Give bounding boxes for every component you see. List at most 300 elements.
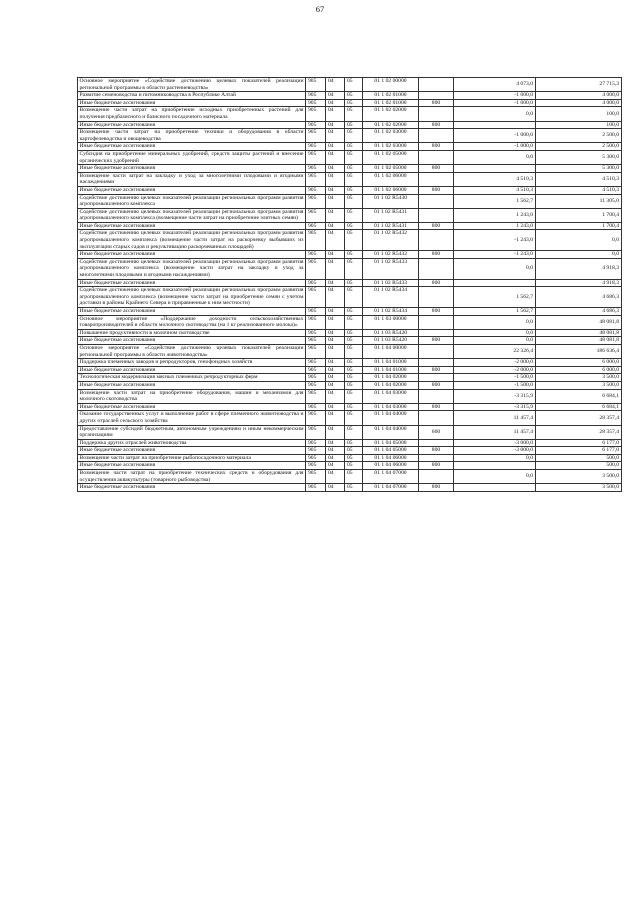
row-vr-code <box>419 329 454 337</box>
row-rz-code: 04 <box>326 329 345 337</box>
row-total-amount: 4 918,3 <box>536 258 622 279</box>
row-rz-code: 04 <box>326 389 345 403</box>
row-name: Развитие семеноводства и питомниководства в Республике Алтай <box>78 92 306 100</box>
row-change-amount: 1 562,7 <box>454 287 536 308</box>
row-name: Содействие достижению целевых показателей реализации региональных программ развития агропромышленного комплекса (возмещение части затрат на приобретение семян с учетом доставки в районы Крайнего Севера и приравненные к ним местности) <box>79 287 304 307</box>
table-row <box>78 403 622 411</box>
row-gr-code: 905 <box>306 470 326 484</box>
row-vr-code: 800 <box>419 308 454 316</box>
row-change-amount: 0,0 <box>454 258 536 279</box>
row-gr-code: 905 <box>306 287 326 308</box>
row-total-amount: 3 500,0 <box>536 470 622 484</box>
row-gr-code: 905 <box>306 425 326 439</box>
row-gr-code: 905 <box>306 279 326 287</box>
row-rz-code: 04 <box>326 186 345 194</box>
row-name: Содействие достижению целевых показателей реализации региональных программ развития агропромышленного комплекса (возмещение части затрат на приобретение элитных семян) <box>79 208 304 222</box>
row-rz-code: 04 <box>326 484 345 492</box>
row-vr-code <box>419 230 454 251</box>
row-csr-code: 01 1 02 R5434 <box>363 287 419 308</box>
row-total-amount: 1 700,4 <box>536 208 622 222</box>
row-change-amount: -1 000,0 <box>454 129 536 143</box>
row-pr-code: 05 <box>345 99 363 107</box>
row-total-amount: 4 000,0 <box>536 92 622 100</box>
table-row <box>78 230 622 251</box>
row-vr-code <box>419 258 454 279</box>
budget-table <box>77 77 622 492</box>
row-vr-code: 800 <box>419 337 454 345</box>
row-csr-code: 01 1 03 R5420 <box>363 329 419 337</box>
row-change-amount: 1 243,0 <box>454 222 536 230</box>
table-row <box>78 389 622 403</box>
row-pr-code: 05 <box>345 230 363 251</box>
row-total-amount: 4 686,3 <box>536 308 622 316</box>
row-change-amount: -1 000,0 <box>454 99 536 107</box>
row-name: Поддержка других отраслей животноводства <box>78 439 306 447</box>
row-total-amount: 0,0 <box>536 251 622 259</box>
row-total-amount: 4 918,3 <box>536 279 622 287</box>
row-change-amount: 0,0 <box>454 150 536 164</box>
row-csr-code: 01 1 02 R5431 <box>363 222 419 230</box>
row-vr-code <box>419 78 454 92</box>
row-gr-code: 905 <box>306 121 326 129</box>
row-gr-code: 905 <box>306 208 326 222</box>
row-gr-code: 905 <box>306 403 326 411</box>
row-vr-code <box>419 454 454 462</box>
row-total-amount: 500,0 <box>536 462 622 470</box>
row-name: Поддержка племенных заводов и репродукторов, генофондных хозяйств <box>78 359 306 367</box>
row-name: Основное мероприятие «Поддержание доходности сельскохозяйственных товаропроизводителей в области молочного скотоводства (на 1 кг реализованного молока)» <box>79 315 304 329</box>
row-change-amount: -3 000,0 <box>454 439 536 447</box>
row-rz-code: 04 <box>326 287 345 308</box>
row-rz-code: 04 <box>326 92 345 100</box>
row-name: Иные бюджетные ассигнования <box>78 447 306 455</box>
row-gr-code: 905 <box>306 484 326 492</box>
row-vr-code <box>419 287 454 308</box>
row-total-amount: 6 177,0 <box>536 447 622 455</box>
row-pr-code: 05 <box>345 251 363 259</box>
row-total-amount: 0,0 <box>536 230 622 251</box>
row-gr-code: 905 <box>306 92 326 100</box>
row-csr-code: 01 1 02 03000 <box>363 143 419 151</box>
table-row <box>78 411 622 425</box>
row-gr-code: 905 <box>306 222 326 230</box>
row-total-amount: 3 500,0 <box>536 381 622 389</box>
row-name: Иные бюджетные ассигнования <box>78 337 306 345</box>
row-name: Технологическая модернизация мясных племенных репродукторных ферм <box>78 374 306 382</box>
row-pr-code: 05 <box>345 470 363 484</box>
row-vr-code: 800 <box>419 403 454 411</box>
row-total-amount: 100,0 <box>536 107 622 121</box>
row-csr-code: 01 1 04 04000 <box>363 425 419 439</box>
table-row <box>78 359 622 367</box>
budget-table-container <box>77 77 621 492</box>
row-rz-code: 04 <box>326 470 345 484</box>
row-csr-code: 01 1 02 06000 <box>363 186 419 194</box>
row-gr-code: 905 <box>306 411 326 425</box>
row-change-amount <box>454 121 536 129</box>
table-row <box>78 329 622 337</box>
row-vr-code <box>419 172 454 186</box>
table-row <box>78 337 622 345</box>
table-row <box>78 287 622 308</box>
row-total-amount: 4 000,0 <box>536 99 622 107</box>
row-rz-code: 04 <box>326 403 345 411</box>
row-gr-code: 905 <box>306 186 326 194</box>
table-row <box>78 172 622 186</box>
row-change-amount: 22 326,4 <box>454 344 536 358</box>
row-csr-code: 01 1 02 00000 <box>363 78 419 92</box>
table-row <box>78 222 622 230</box>
row-pr-code: 05 <box>345 439 363 447</box>
row-rz-code: 04 <box>326 99 345 107</box>
row-total-amount: 100,0 <box>536 121 622 129</box>
table-row <box>78 165 622 173</box>
row-gr-code: 905 <box>306 150 326 164</box>
row-name: Возмещение части затрат на приобретение технических средств и оборудования для осуществления аквакультуры (товарного рыбоводства) <box>79 470 304 483</box>
table-row <box>78 315 622 329</box>
row-total-amount: 4 510,3 <box>536 172 622 186</box>
row-gr-code: 905 <box>306 251 326 259</box>
row-name: Иные бюджетные ассигнования <box>78 121 306 129</box>
row-gr-code: 905 <box>306 366 326 374</box>
row-rz-code: 04 <box>326 344 345 358</box>
row-pr-code: 05 <box>345 425 363 439</box>
row-csr-code: 01 1 02 03000 <box>363 129 419 143</box>
row-rz-code: 04 <box>326 150 345 164</box>
row-total-amount: 5 300,0 <box>536 165 622 173</box>
row-vr-code: 800 <box>419 366 454 374</box>
table-row <box>78 381 622 389</box>
row-rz-code: 04 <box>326 337 345 345</box>
row-total-amount: 3 500,0 <box>536 374 622 382</box>
row-csr-code: 01 1 04 02000 <box>363 381 419 389</box>
row-rz-code: 04 <box>326 121 345 129</box>
row-csr-code: 01 1 04 00000 <box>363 344 419 358</box>
row-name: Иные бюджетные ассигнования <box>78 484 306 492</box>
row-gr-code: 905 <box>306 337 326 345</box>
row-name: Иные бюджетные ассигнования <box>78 308 306 316</box>
row-total-amount: 28 357,4 <box>536 411 622 425</box>
row-pr-code: 05 <box>345 308 363 316</box>
row-gr-code: 905 <box>306 99 326 107</box>
row-total-amount: 6 684,1 <box>536 403 622 411</box>
table-row <box>78 121 622 129</box>
row-csr-code: 01 1 02 06000 <box>363 172 419 186</box>
row-csr-code: 01 1 02 R5432 <box>363 251 419 259</box>
row-vr-code: 800 <box>419 279 454 287</box>
table-row <box>78 425 622 439</box>
row-csr-code: 01 1 03 R5420 <box>363 337 419 345</box>
table-row <box>78 374 622 382</box>
row-total-amount: 48 081,8 <box>536 337 622 345</box>
row-gr-code: 905 <box>306 308 326 316</box>
row-pr-code: 05 <box>345 374 363 382</box>
table-row <box>78 107 622 121</box>
table-row <box>78 470 622 484</box>
row-total-amount: 28 357,4 <box>536 425 622 439</box>
row-name: Содействие достижению целевых показателей реализации региональных программ развития агропромышленного комплекса (возмещение части затрат на раскорчевку выбывших из эксплуатации старых садов и рекультивацию раскорчеванных площадей) <box>79 230 304 250</box>
row-total-amount: 1 700,4 <box>536 222 622 230</box>
page-number: 67 <box>315 4 325 14</box>
row-name: Иные бюджетные ассигнования <box>78 279 306 287</box>
row-vr-code <box>419 208 454 222</box>
row-name: Иные бюджетные ассигнования <box>78 143 306 151</box>
row-vr-code <box>419 470 454 484</box>
row-rz-code: 04 <box>326 454 345 462</box>
row-pr-code: 05 <box>345 121 363 129</box>
row-csr-code: 01 1 04 04000 <box>363 411 419 425</box>
row-vr-code: 800 <box>419 447 454 455</box>
row-csr-code: 01 1 04 03000 <box>363 389 419 403</box>
row-pr-code: 05 <box>345 222 363 230</box>
row-csr-code: 01 1 02 02000 <box>363 121 419 129</box>
row-pr-code: 05 <box>345 447 363 455</box>
row-pr-code: 05 <box>345 92 363 100</box>
row-rz-code: 04 <box>326 165 345 173</box>
row-vr-code <box>419 92 454 100</box>
row-rz-code: 04 <box>326 447 345 455</box>
row-csr-code: 01 1 04 05000 <box>363 447 419 455</box>
row-csr-code: 01 1 04 07000 <box>363 470 419 484</box>
row-vr-code <box>419 411 454 425</box>
row-change-amount: 1 243,0 <box>454 208 536 222</box>
row-total-amount: 6 177,0 <box>536 439 622 447</box>
row-csr-code: 01 1 02 R5430 <box>363 194 419 208</box>
row-rz-code: 04 <box>326 129 345 143</box>
row-vr-code: 800 <box>419 143 454 151</box>
row-vr-code <box>419 344 454 358</box>
row-total-amount: 3 500,0 <box>536 484 622 492</box>
row-vr-code <box>419 374 454 382</box>
budget-table-body <box>78 78 622 492</box>
row-csr-code: 01 1 02 01000 <box>363 92 419 100</box>
row-name: Основное мероприятие «Содействие достижению целевых показателей реализации региональной программы в области животноводства» <box>79 344 304 358</box>
row-total-amount: 5 300,0 <box>536 150 622 164</box>
row-pr-code: 05 <box>345 186 363 194</box>
row-change-amount: -3 315,9 <box>454 389 536 403</box>
row-vr-code <box>419 129 454 143</box>
row-change-amount: 4 073,0 <box>454 78 536 92</box>
row-gr-code: 905 <box>306 143 326 151</box>
table-row <box>78 208 622 222</box>
row-rz-code: 04 <box>326 381 345 389</box>
row-csr-code: 01 1 02 01000 <box>363 99 419 107</box>
row-pr-code: 05 <box>345 337 363 345</box>
row-gr-code: 905 <box>306 107 326 121</box>
row-pr-code: 05 <box>345 258 363 279</box>
row-vr-code <box>419 194 454 208</box>
row-total-amount: 4 510,3 <box>536 186 622 194</box>
row-change-amount: 4 510,3 <box>454 186 536 194</box>
row-rz-code: 04 <box>326 194 345 208</box>
row-rz-code: 04 <box>326 230 345 251</box>
row-vr-code: 800 <box>419 484 454 492</box>
row-rz-code: 04 <box>326 411 345 425</box>
row-total-amount: 6 000,0 <box>536 359 622 367</box>
row-rz-code: 04 <box>326 208 345 222</box>
row-pr-code: 05 <box>345 366 363 374</box>
row-name: Содействие достижению целевых показателей реализации региональных программ развития агропромышленного комплекса (возмещение части затрат на закладку и уход за многолетними плодовыми и ягодными насаждениями) <box>79 258 304 279</box>
row-name: Повышение продуктивности в молочном скотоводстве <box>78 329 306 337</box>
row-pr-code: 05 <box>345 462 363 470</box>
row-change-amount <box>454 462 536 470</box>
row-gr-code: 905 <box>306 344 326 358</box>
row-vr-code: 800 <box>419 462 454 470</box>
row-name: Иные бюджетные ассигнования <box>78 366 306 374</box>
row-csr-code: 01 1 02 R5431 <box>363 208 419 222</box>
row-pr-code: 05 <box>345 107 363 121</box>
table-row <box>78 462 622 470</box>
row-csr-code: 01 1 02 05000 <box>363 165 419 173</box>
row-vr-code <box>419 315 454 329</box>
row-name: Содействие достижению целевых показателей реализации региональных программ развития агропромышленного комплекса <box>79 194 304 208</box>
table-row <box>78 194 622 208</box>
row-csr-code: 01 1 04 06000 <box>363 454 419 462</box>
row-pr-code: 05 <box>345 389 363 403</box>
row-name: Иные бюджетные ассигнования <box>78 222 306 230</box>
row-total-amount: 6 684,1 <box>536 389 622 403</box>
row-change-amount: 11 457,4 <box>454 425 536 439</box>
row-rz-code: 04 <box>326 279 345 287</box>
table-row <box>78 143 622 151</box>
row-csr-code: 01 1 02 R5432 <box>363 230 419 251</box>
row-name: Возмещение части затрат на приобретение техники и оборудования в области картофелеводства и овощеводства <box>79 129 304 142</box>
row-name: Возмещение части затрат на приобретение оборудования, машин и механизмов для молочного скотоводства <box>79 389 304 403</box>
row-rz-code: 04 <box>326 462 345 470</box>
row-pr-code: 05 <box>345 143 363 151</box>
row-pr-code: 05 <box>345 194 363 208</box>
row-csr-code: 01 1 04 01000 <box>363 359 419 367</box>
row-change-amount: -1 500,0 <box>454 374 536 382</box>
row-csr-code: 01 1 02 02000 <box>363 107 419 121</box>
row-pr-code: 05 <box>345 279 363 287</box>
row-gr-code: 905 <box>306 165 326 173</box>
row-pr-code: 05 <box>345 484 363 492</box>
row-csr-code: 01 1 02 R5433 <box>363 279 419 287</box>
row-change-amount: -1 000,0 <box>454 143 536 151</box>
row-gr-code: 905 <box>306 381 326 389</box>
table-row <box>78 258 622 279</box>
row-gr-code: 905 <box>306 389 326 403</box>
table-row <box>78 251 622 259</box>
row-name: Возмещение части затрат на приобретение рыбопосадочного материала <box>78 454 306 462</box>
row-change-amount: -3 315,9 <box>454 403 536 411</box>
row-rz-code: 04 <box>326 143 345 151</box>
row-pr-code: 05 <box>345 359 363 367</box>
row-vr-code: 800 <box>419 222 454 230</box>
row-change-amount: -1 243,0 <box>454 230 536 251</box>
row-rz-code: 04 <box>326 78 345 92</box>
row-name: Предоставление субсидий бюджетным, автономным учреждениям и иным некоммерческим организациям <box>79 425 304 439</box>
row-name: Иные бюджетные ассигнования <box>78 165 306 173</box>
row-pr-code: 05 <box>345 287 363 308</box>
row-vr-code: 800 <box>419 165 454 173</box>
row-total-amount: 6 000,0 <box>536 366 622 374</box>
row-change-amount: -2 000,0 <box>454 359 536 367</box>
row-rz-code: 04 <box>326 308 345 316</box>
row-pr-code: 05 <box>345 344 363 358</box>
table-row <box>78 366 622 374</box>
row-gr-code: 905 <box>306 129 326 143</box>
row-pr-code: 05 <box>345 329 363 337</box>
table-row <box>78 484 622 492</box>
row-pr-code: 05 <box>345 411 363 425</box>
row-change-amount: 0,0 <box>454 315 536 329</box>
row-gr-code: 905 <box>306 194 326 208</box>
table-row <box>78 439 622 447</box>
table-row <box>78 99 622 107</box>
row-pr-code: 05 <box>345 208 363 222</box>
row-total-amount: 2 500,0 <box>536 129 622 143</box>
row-change-amount <box>454 484 536 492</box>
row-total-amount: 186 636,4 <box>536 344 622 358</box>
row-name: Иные бюджетные ассигнования <box>78 99 306 107</box>
row-gr-code: 905 <box>306 230 326 251</box>
row-total-amount: 11 305,0 <box>536 194 622 208</box>
row-pr-code: 05 <box>345 129 363 143</box>
row-pr-code: 05 <box>345 454 363 462</box>
row-gr-code: 905 <box>306 315 326 329</box>
row-csr-code: 01 1 03 00000 <box>363 315 419 329</box>
row-csr-code: 01 1 04 03000 <box>363 403 419 411</box>
row-csr-code: 01 1 04 05000 <box>363 439 419 447</box>
row-vr-code: 600 <box>419 425 454 439</box>
row-name: Основное мероприятие «Содействие достижению целевых показателей реализации региональной программы в области растениеводства» <box>79 78 304 91</box>
row-gr-code: 905 <box>306 78 326 92</box>
row-pr-code: 05 <box>345 165 363 173</box>
row-vr-code <box>419 439 454 447</box>
row-pr-code: 05 <box>345 172 363 186</box>
row-rz-code: 04 <box>326 439 345 447</box>
row-change-amount: 0,0 <box>454 337 536 345</box>
row-name: Возмещение части затрат на приобретение исходных приобретенных растений для получения предбазисного и базисного посадочного материала <box>79 107 304 120</box>
row-rz-code: 04 <box>326 366 345 374</box>
table-row <box>78 129 622 143</box>
table-row <box>78 78 622 92</box>
row-total-amount: 500,0 <box>536 454 622 462</box>
row-pr-code: 05 <box>345 381 363 389</box>
row-total-amount: 4 686,3 <box>536 287 622 308</box>
row-pr-code: 05 <box>345 78 363 92</box>
row-pr-code: 05 <box>345 315 363 329</box>
row-csr-code: 01 1 04 02000 <box>363 374 419 382</box>
row-name: Иные бюджетные ассигнования <box>78 251 306 259</box>
row-change-amount: 0,0 <box>454 470 536 484</box>
table-row <box>78 454 622 462</box>
row-total-amount: 27 715,3 <box>536 78 622 92</box>
table-row <box>78 308 622 316</box>
row-vr-code <box>419 359 454 367</box>
row-change-amount: 4 510,3 <box>454 172 536 186</box>
row-name: Возмещение части затрат на закладку и уход за многолетними плодовыми и ягодными насаждениями <box>79 172 304 186</box>
row-gr-code: 905 <box>306 329 326 337</box>
table-row <box>78 279 622 287</box>
row-name: Иные бюджетные ассигнования <box>78 462 306 470</box>
row-csr-code: 01 1 02 R5434 <box>363 308 419 316</box>
row-rz-code: 04 <box>326 251 345 259</box>
row-name: Субсидия на приобретение минеральных удобрений, средств защиты растений и внесение органических удобрений <box>79 150 304 164</box>
row-pr-code: 05 <box>345 150 363 164</box>
row-gr-code: 905 <box>306 258 326 279</box>
row-gr-code: 905 <box>306 172 326 186</box>
row-change-amount: -1 500,0 <box>454 381 536 389</box>
row-csr-code: 01 1 04 01000 <box>363 366 419 374</box>
row-name: Иные бюджетные ассигнования <box>78 403 306 411</box>
row-vr-code <box>419 389 454 403</box>
row-rz-code: 04 <box>326 172 345 186</box>
row-change-amount: -2 000,0 <box>454 366 536 374</box>
row-change-amount: -1 243,0 <box>454 251 536 259</box>
